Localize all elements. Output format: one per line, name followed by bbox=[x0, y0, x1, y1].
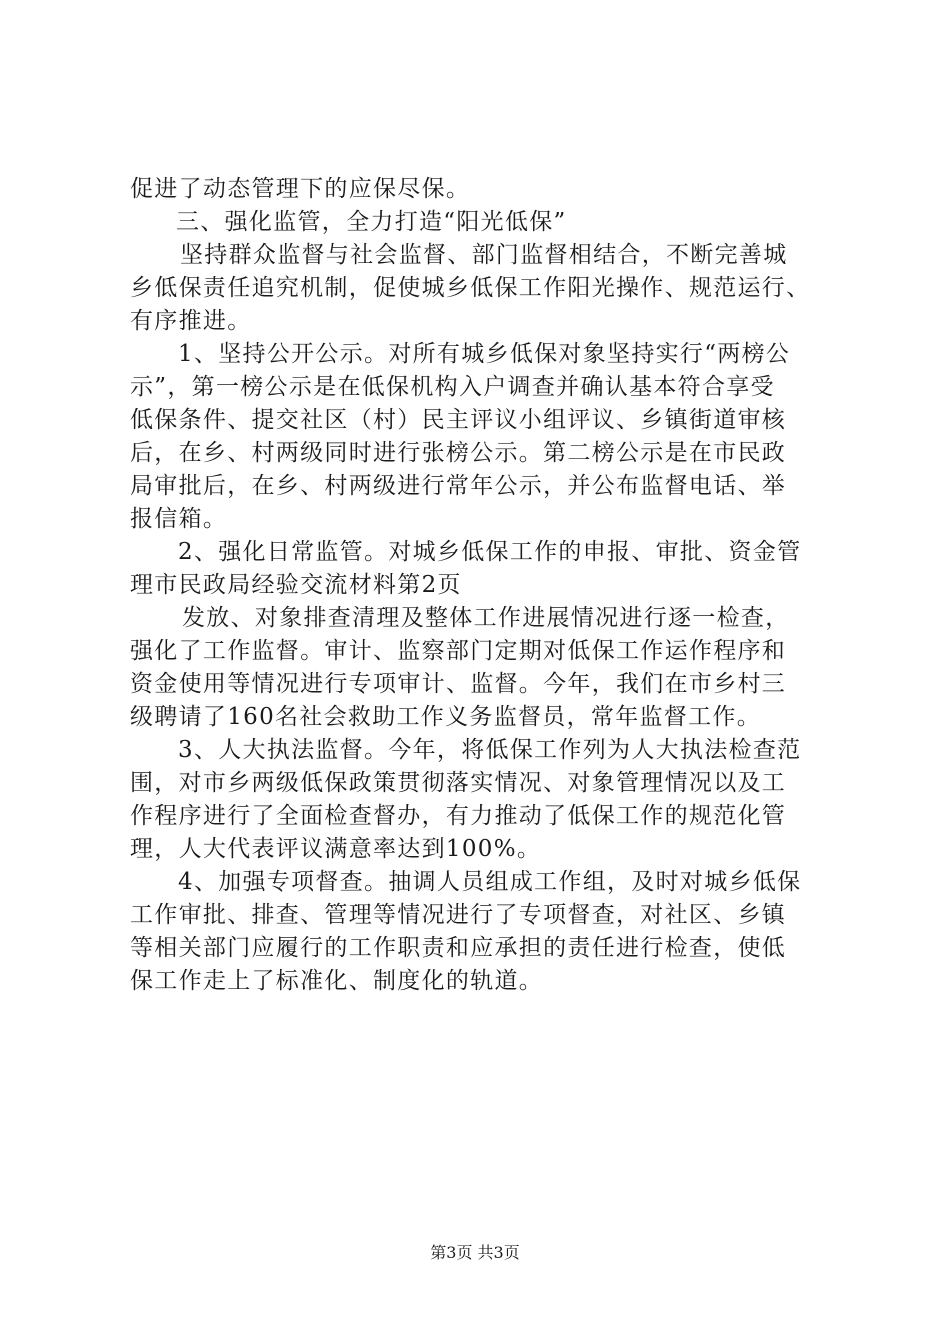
text-line: 等相关部门应履行的工作职责和应承担的责任进行检查，使低 bbox=[130, 935, 787, 961]
text-line: 后，在乡、村两级同时进行张榜公示。第二榜公示是在市民政 bbox=[130, 440, 787, 466]
text-line: 促进了动态管理下的应保尽保。 bbox=[130, 176, 471, 202]
text-line: 级聘请了160名社会救助工作义务监督员，常年监督工作。 bbox=[130, 704, 761, 730]
text-line: 理，人大代表评议满意率达到100%。 bbox=[130, 836, 542, 862]
document-body bbox=[130, 173, 830, 998]
text-line: 三、强化监管，全力打造“阳光低保” bbox=[176, 209, 567, 235]
text-line: 3、人大执法监督。今年，将低保工作列为人大执法检查范 bbox=[178, 737, 802, 763]
text-line: 有序推进。 bbox=[130, 308, 252, 334]
text-line: 资金使用等情况进行专项审计、监督。今年，我们在市乡村三 bbox=[130, 671, 787, 697]
text-line: 2、强化日常监管。对城乡低保工作的申报、审批、资金管 bbox=[178, 539, 802, 565]
text-line: 围，对市乡两级低保政策贯彻落实情况、对象管理情况以及工 bbox=[130, 770, 787, 796]
page-footer: 第3页 共3页 bbox=[430, 1243, 520, 1262]
text-line: 局审批后，在乡、村两级进行常年公示，并公布监督电话、举 bbox=[130, 473, 787, 499]
text-line: 4、加强专项督查。抽调人员组成工作组，及时对城乡低保 bbox=[178, 869, 802, 895]
text-line: 坚持群众监督与社会监督、部门监督相结合，不断完善城 bbox=[180, 242, 788, 268]
text-line: 报信箱。 bbox=[130, 506, 228, 532]
text-line: 示”，第一榜公示是在低保机构入户调查并确认基本符合享受 bbox=[130, 374, 775, 400]
text-line: 保工作走上了标准化、制度化的轨道。 bbox=[130, 968, 544, 994]
text-line: 1、坚持公开公示。对所有城乡低保对象坚持实行“两榜公 bbox=[178, 341, 791, 367]
text-line: 工作审批、排查、管理等情况进行了专项督查，对社区、乡镇 bbox=[130, 902, 787, 928]
text-line: 作程序进行了全面检查督办，有力推动了低保工作的规范化管 bbox=[130, 803, 787, 829]
text-line: 发放、对象排查清理及整体工作进展情况进行逐一检查， bbox=[182, 605, 790, 631]
text-line: 乡低保责任追究机制，促使城乡低保工作阳光操作、规范运行、 bbox=[130, 275, 811, 301]
text-line: 强化了工作监督。审计、监察部门定期对低保工作运作程序和 bbox=[130, 638, 787, 664]
text-line: 理市民政局经验交流材料第2页 bbox=[130, 572, 462, 598]
text-line: 低保条件、提交社区（村）民主评议小组评议、乡镇街道审核 bbox=[130, 407, 787, 433]
